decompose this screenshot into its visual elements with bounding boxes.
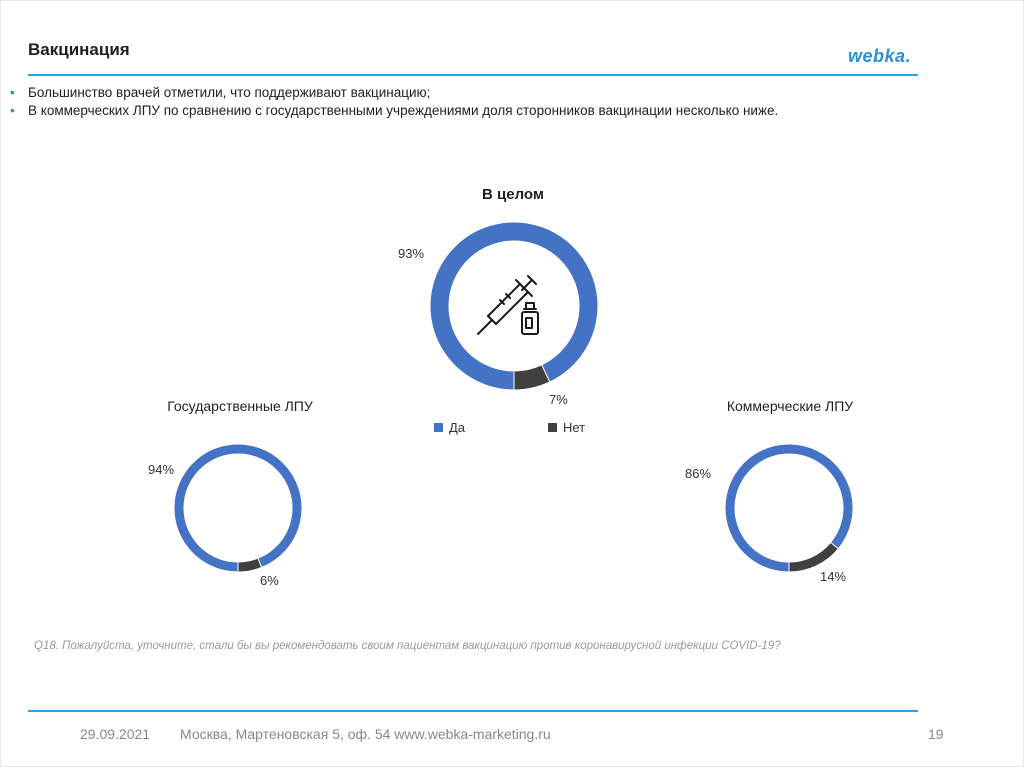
donut-state bbox=[174, 444, 302, 572]
donut-slice-commercial-no bbox=[789, 542, 838, 572]
data-label-overall-no: 7% bbox=[549, 392, 568, 407]
donut-commercial bbox=[725, 444, 853, 572]
chart-title-state: Государственные ЛПУ bbox=[167, 398, 313, 414]
data-label-commercial-yes: 86% bbox=[685, 466, 712, 481]
data-label-overall-yes: 93% bbox=[398, 246, 425, 261]
footer-divider bbox=[28, 710, 918, 712]
bullet-dot-icon: • bbox=[10, 85, 15, 100]
page-number: 19 bbox=[928, 726, 944, 742]
bullet-text: Большинство врачей отметили, что поддерживают вакцинацию; bbox=[28, 85, 431, 100]
footer-address: Москва, Мартеновская 5, оф. 54 www.webka-marketing.ru bbox=[180, 726, 551, 742]
donut-slice-state-no bbox=[238, 558, 262, 572]
slide-title: Вакцинация bbox=[28, 40, 130, 59]
syringe-vial-icon bbox=[478, 276, 538, 334]
chart-title-overall: В целом bbox=[482, 186, 544, 203]
legend-label-yes: Да bbox=[449, 420, 466, 435]
legend-label-no: Нет bbox=[563, 420, 586, 435]
bullet-text: В коммерческих ЛПУ по сравнению с государственными учреждениями доля сторонников вакцинации несколько ниже. bbox=[28, 103, 779, 118]
chart-title-commercial: Коммерческие ЛПУ bbox=[726, 398, 854, 414]
data-label-state-yes: 94% bbox=[148, 462, 175, 477]
bullet-dot-icon: • bbox=[10, 103, 15, 118]
question-note: Q18. Пожалуйста, уточните, стали бы вы рекомендовать своим пациентам вакцинацию против коронавирусной инфекции COVID-19? bbox=[34, 640, 781, 652]
data-label-state-no: 6% bbox=[260, 573, 279, 588]
webka-logo: webka. bbox=[848, 46, 912, 66]
donut-slice-state-yes bbox=[174, 444, 302, 572]
footer-date: 29.09.2021 bbox=[80, 726, 151, 742]
data-label-commercial-no: 14% bbox=[820, 569, 847, 584]
